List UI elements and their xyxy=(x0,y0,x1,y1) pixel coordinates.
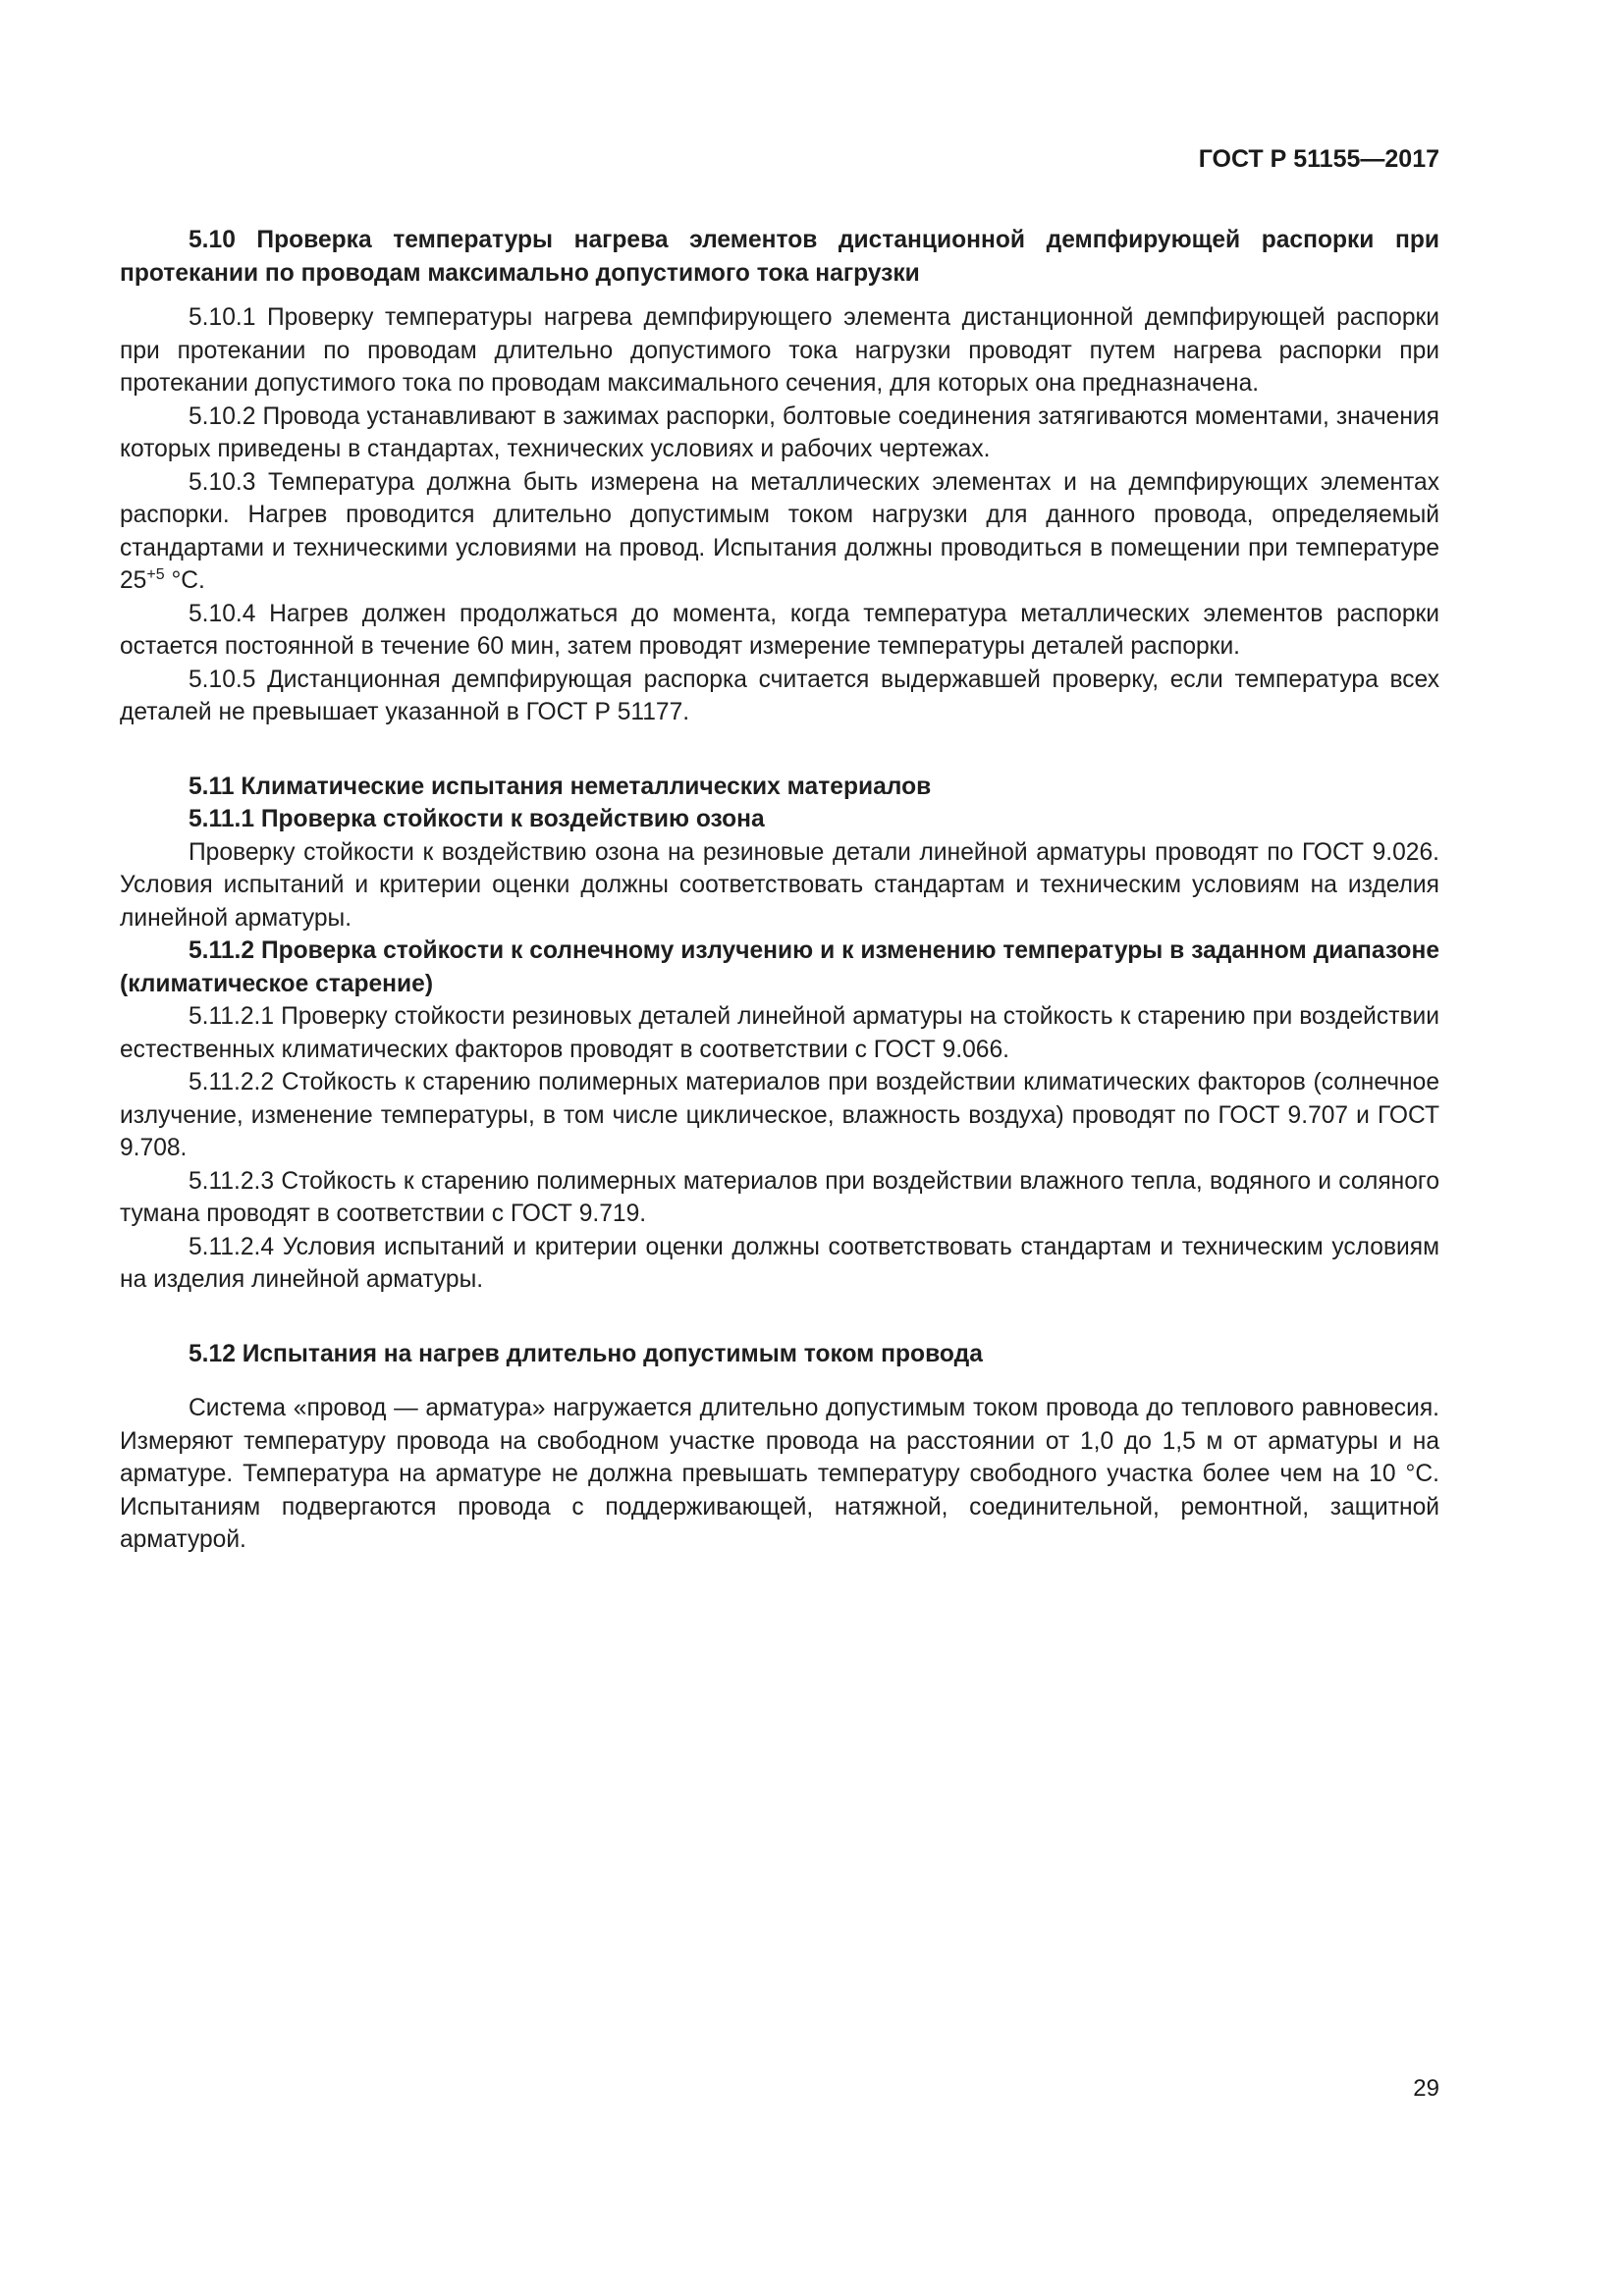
paragraph-5-10-1: 5.10.1 Проверку температуры нагрева демпфирующего элемента дистанционной демпфирующей распорки при протекании по проводам длительно допустимого тока нагрузки проводят путем нагрева распорки при протекании допустимого тока по проводам максимального сечения, для которых она предназначена. xyxy=(120,304,1439,397)
subsection-5-11-1-title: 5.11.1 Проверка стойкости к воздействию озона xyxy=(189,806,765,832)
paragraph-5-12-tail: . Испытаниям подвергаются провода с поддерживающей, натяжной, соединительной, ремонтной, защитной арматурой. xyxy=(120,1461,1439,1553)
section-5-12-title: 5.12 Испытания на нагрев длительно допустимым током провода xyxy=(189,1340,983,1367)
document-body xyxy=(120,224,1439,1557)
paragraph-5-11-2-1: 5.11.2.1 Проверку стойкости резиновых деталей линейной арматуры на стойкость к старению при воздействии естественных климатических факторов проводят в соответствии с ГОСТ 9.066. xyxy=(120,1003,1439,1063)
paragraph-5-11-2-3: 5.11.2.3 Стойкость к старению полимерных материалов при воздействии влажного тепла, водяного и соляного тумана проводят в соответствии с ГОСТ 9.719. xyxy=(120,1167,1439,1227)
document-header-id: ГОСТ Р 51155—2017 xyxy=(1198,145,1439,173)
paragraph-5-10-5: 5.10.5 Дистанционная демпфирующая распорка считается выдержавшей проверку, если температура всех деталей не превышает указанной в ГОСТ Р 51177. xyxy=(120,666,1439,725)
tolerance-superscript: +5 xyxy=(146,565,165,583)
paragraph-5-11-2-4: 5.11.2.4 Условия испытаний и критерии оценки должны соответствовать стандартам и техническим условиям на изделия линейной арматуры. xyxy=(120,1233,1439,1293)
paragraph-5-12-main: Система «провод — арматура» нагружается длительно допустимым током провода до теплового равновесия. Измеряют температуру провода на свободном участке провода на расстоянии от 1,0 до 1,5 м от арматуры и на арматуре. Температура на арматуре не должна превышать температуру свободного участка более чем на 10 xyxy=(120,1395,1439,1487)
paragraph-5-10-3 xyxy=(120,466,1439,598)
paragraph-5-12 xyxy=(120,1392,1439,1557)
paragraph-5-11-2-2: 5.11.2.2 Стойкость к старению полимерных материалов при воздействии климатических факторов (солнечное излучение, изменение температуры, в том числе циклическое, влажность воздуха) проводят по ГОСТ 9.707 и ГОСТ 9.708. xyxy=(120,1069,1439,1161)
paragraph-5-10-2: 5.10.2 Провода устанавливают в зажимах распорки, болтовые соединения затягиваются моментами, значения которых приведены в стандартах, технических условиях и рабочих чертежах. xyxy=(120,402,1439,462)
degree-unit: °С xyxy=(1405,1461,1434,1487)
paragraph-5-11-1: Проверку стойкости к воздействию озона на резиновые детали линейной арматуры проводят по ГОСТ 9.026. Условия испытаний и критерии оценки должны соответствовать стандартам и техническим условиям на изделия линейной арматуры. xyxy=(120,838,1439,932)
subsection-5-11-2-title: 5.11.2 Проверка стойкости к солнечному излучению и к изменению температуры в заданном диапазоне (климатическое старение) xyxy=(120,937,1439,997)
paragraph-5-10-4: 5.10.4 Нагрев должен продолжаться до момента, когда температура металлических элементов распорки остается постоянной в течение 60 мин, затем проводят измерение температуры деталей распорки. xyxy=(120,600,1439,660)
page-number: 29 xyxy=(1413,2075,1439,2102)
section-5-11-title: 5.11 Климатические испытания неметаллических материалов xyxy=(189,773,932,800)
paragraph-5-10-3-main: 5.10.3 Температура должна быть измерена на металлических элементах и на демпфирующих элементах распорки. Нагрев проводится длительно допустимым током нагрузки для данного провода, определяемый стандартами и техническими условиями на провод. Испытания должны проводиться в помещении при температуре 25 xyxy=(120,468,1439,594)
paragraph-5-10-3-tail: °С. xyxy=(164,567,205,594)
section-5-10-title: 5.10 Проверка температуры нагрева элементов дистанционной демпфирующей распорки при протекании по проводам максимально допустимого тока нагрузки xyxy=(120,227,1439,287)
